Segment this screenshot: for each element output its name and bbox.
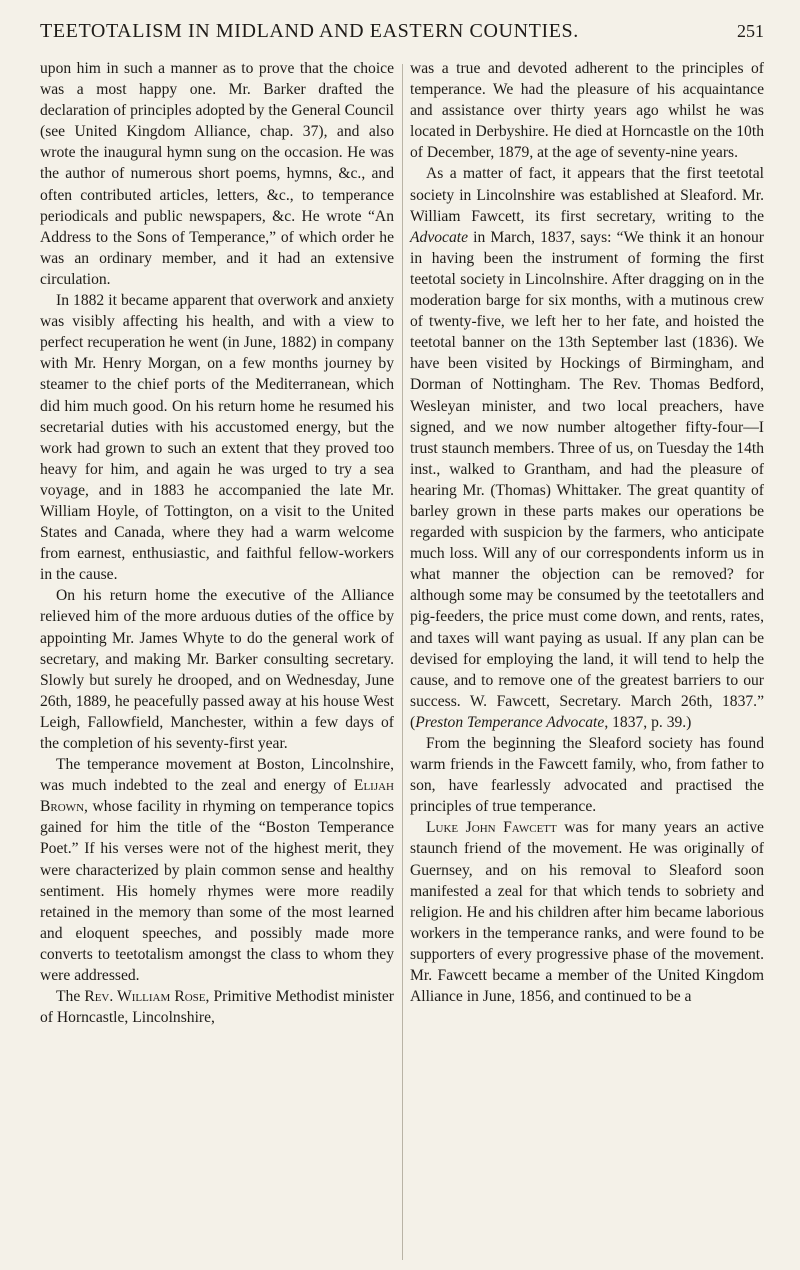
- paragraph: [410, 163, 764, 733]
- left-column: [40, 58, 394, 1028]
- text-run: in March, 1837, says: “We think it an honour in having been the instrument of forming the first teetotal society in Lincolnshire. After dragging on in the moderation barge for six months, with a mutinous crew of twenty-five, we left her to her fate, and hoisted the teetotal banner on the 13th September last (1836). We have been visited by Hockings of Birmingham, and Dorman of Nottingham. The Rev. Thomas Bedford, Wesleyan minister, and two local preachers, have signed, and we now number altogether fifty-four—I trust staunch members. Three of us, on Tuesday the 14th inst., walked to Grantham, and had the pleasure of hearing Mr. (Thomas) Whittaker. The great quantity of barley grown in these parts makes our operations be regarded with suspicion by the farmers, who anticipate much loss. Will any of our correspondents inform us in what manner the objection can be removed? for although some may be consumed by the teetotallers and pig-feeders, the price must come down, and rents, rates, and taxes will want paying as usual. If any plan can be devised for employing the land, it will tend to help the cause, and to remove one of the greatest barriers to our success. W. Fawcett, Secretary. March 26th, 1837.” (: [410, 228, 764, 731]
- paragraph: On his return home the executive of the Alliance relieved him of the more arduous duties of the office by appointing Mr. James Whyte to do the general work of secretary, and making Mr. Barker consulting secretary. Slowly but surely he drooped, and on Wednesday, June 26th, 1889, he peacefully passed away at his house West Leigh, Fallowfield, Manchester, within a few days of the completion of his seventy-first year.: [40, 587, 394, 752]
- text-run: , Primitive Methodist minister of Horncastle, Lincolnshire,: [40, 988, 394, 1027]
- paragraph: upon him in such a manner as to prove that the choice was a most happy one. Mr. Barker drafted the declaration of principles adopted by the General Council (see United Kingdom Alliance, chap. 37), and also wrote the inaugural hymn sung on the occasion. He was the author of numerous short poems, hymns, &c., and often contributed articles, letters, &c., to temperance periodicals and public newspapers, &c. He wrote “An Address to the Sons of Temperance,” of which order he was an ordinary member, and it had an extensive circulation.: [40, 60, 394, 288]
- text-run: , 1837, p. 39.): [604, 713, 692, 731]
- paragraph: [40, 754, 394, 986]
- paragraph: [40, 986, 394, 1028]
- text-columns: [40, 58, 764, 1028]
- text-run: The temperance movement at Boston, Lincolnshire, was much indebted to the zeal and energy of: [40, 756, 394, 795]
- paragraph: was a true and devoted adherent to the principles of temperance. We had the pleasure of his acquaintance and assistance over thirty years ago whilst he was located in Derbyshire. He died at Horncastle on the 10th of December, 1879, at the age of seventy-nine years.: [410, 60, 764, 162]
- right-column: [410, 58, 764, 1028]
- text-run: was for many years an active staunch friend of the movement. He was originally of Guernsey, and on his removal to Sleaford soon manifested a zeal for that which tends to sobriety and religion. He and his children after him became laborious workers in the temperance ranks, and were found to be supporters of every progressive phase of the movement. Mr. Fawcett became a member of the United Kingdom Alliance in June, 1856, and continued to be a: [410, 819, 764, 1006]
- person-name: Rev. William Rose: [84, 988, 206, 1006]
- paragraph: [410, 817, 764, 1007]
- periodical-title: Advocate: [410, 228, 469, 246]
- paragraph: In 1882 it became apparent that overwork and anxiety was visibly affecting his health, and with a view to perfect recuperation he went (in June, 1882) in company with Mr. Henry Morgan, on a few months journey by steamer to the chief ports of the Mediterranean, which did him much good. On his return home he resumed his secretarial duties with his accustomed energy, but the work had grown to such an extent that they proved too heavy for him, and again he was urged to try a sea voyage, and in 1883 he accompanied the late Mr. William Hoyle, of Tottington, on a visit to the United States and Canada, where they had a warm welcome from earnest, enthusiastic, and faithful fellow-workers in the cause.: [40, 292, 394, 584]
- text-run: The: [56, 988, 85, 1006]
- paragraph: From the beginning the Sleaford society has found warm friends in the Fawcett family, who, from father to son, have fearlessly advocated and practised the principles of true temperance.: [410, 735, 764, 816]
- running-head: TEETOTALISM IN MIDLAND AND EASTERN COUNTIES.: [40, 20, 579, 42]
- text-run: As a matter of fact, it appears that the first teetotal society in Lincolnshire was established at Sleaford. Mr. William Fawcett, its first secretary, writing to the: [410, 165, 764, 225]
- text-run: , whose facility in rhyming on temperance topics gained for him the title of the “Boston Temperance Poet.” If his verses were not of the highest merit, they were characterized by plain common sense and healthy sentiment. His homely rhymes were more readily retained in the memory than some of the most learned and eloquent speeches, and possibly made more converts to teetotalism amongst the class to whom they were addressed.: [40, 798, 394, 985]
- page-number: 251: [737, 21, 764, 41]
- person-name: Elijah Brown: [40, 777, 394, 816]
- page-header: [40, 20, 764, 50]
- citation-title: Preston Temperance Advocate: [415, 713, 605, 731]
- person-name: Luke John Fawcett: [426, 819, 557, 837]
